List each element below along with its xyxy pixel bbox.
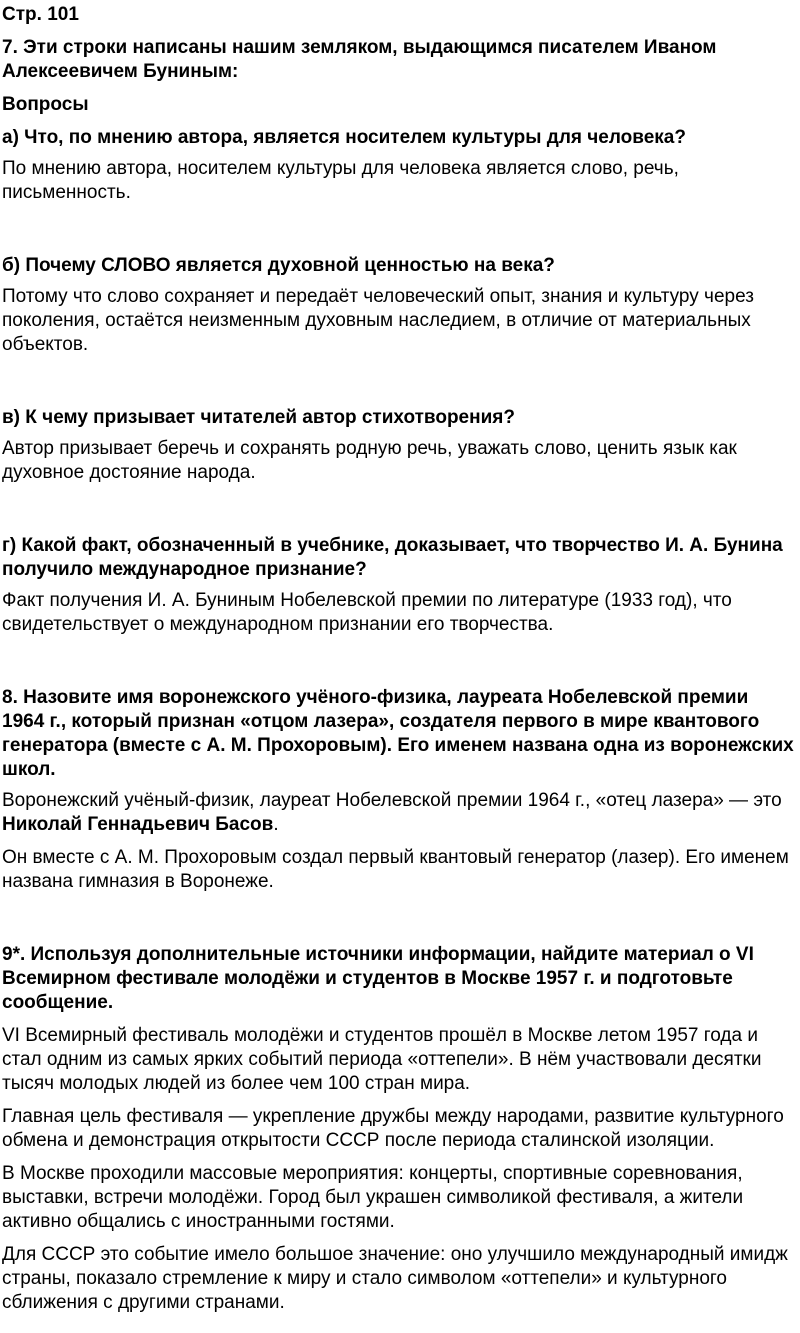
answer-c: Автор призывает беречь и сохранять родную речь, уважать слово, ценить язык как духовное достояние народа. [2,438,737,483]
page-reference: Стр. 101 [2,4,79,25]
task-9-paragraph-4: Для СССР это событие имело большое значение: оно улучшило международный имидж страны, показало стремление к миру и стало символом «оттепели» и культурного сближения с другими странами. [2,1244,788,1313]
question-b: б) Почему СЛОВО является духовной ценностью на века? [2,255,555,276]
task-9-paragraph-3: В Москве проходили массовые мероприятия: концерты, спортивные соревнования, выставки, встречи молодёжи. Город был украшен символикой фестиваля, а жители активно общались с иностранными гостями. [2,1163,744,1232]
task-8-answer-intro: Воронежский учёный-физик, лауреат Нобелевской премии 1964 г., «отец лазера» — это [2,790,782,811]
task-8-title: 8. Назовите имя воронежского учёного-физика, лауреата Нобелевской премии 1964 г., который признан «отцом лазера», создателя первого в мире квантового генератора (вместе с А. М. Прохоровым). Его именем названа одна из воронежских школ. [2,687,794,780]
task-9-paragraph-1: VI Всемирный фестиваль молодёжи и студентов прошёл в Москве летом 1957 года и стал одним из самых ярких событий периода «оттепели». В нём участвовали десятки тысяч молодых людей из более чем 100 стран мира. [2,1025,762,1094]
task-7-title: 7. Эти строки написаны нашим земляком, выдающимся писателем Иваном Алексеевичем Буниным: [2,37,717,82]
task-8-answer-name: Николай Геннадьевич Басов [2,814,274,835]
question-c: в) К чему призывает читателей автор стихотворения? [2,407,515,428]
task-9-paragraph-2: Главная цель фестиваля — укрепление дружбы между народами, развитие культурного обмена и демонстрация открытости СССР после периода сталинской изоляции. [2,1106,784,1151]
questions-heading: Вопросы [2,94,89,115]
question-a: а) Что, по мнению автора, является носителем культуры для человека? [2,127,686,148]
answer-d: Факт получения И. А. Буниным Нобелевской премии по литературе (1933 год), что свидетельствует о международном признании его творчества. [2,590,732,635]
task-8-answer-detail: Он вместе с А. М. Прохоровым создал первый квантовый генератор (лазер). Его именем названа гимназия в Воронеже. [2,847,789,892]
question-d: г) Какой факт, обозначенный в учебнике, доказывает, что творчество И. А. Бунина получило международное признание? [2,535,783,580]
answer-a: По мнению автора, носителем культуры для человека является слово, речь, письменность. [2,158,679,203]
task-8-answer-name-suffix: . [273,814,279,835]
task-9-title: 9*. Используя дополнительные источники информации, найдите материал о VI Всемирном фестивале молодёжи и студентов в Москве 1957 г. и подготовьте сообщение. [2,944,754,1013]
task-8-answer-name-line [2,813,794,837]
answer-b: Потому что слово сохраняет и передаёт человеческий опыт, знания и культуру через поколения, остаётся неизменным духовным наследием, в отличие от материальных объектов. [2,286,754,355]
